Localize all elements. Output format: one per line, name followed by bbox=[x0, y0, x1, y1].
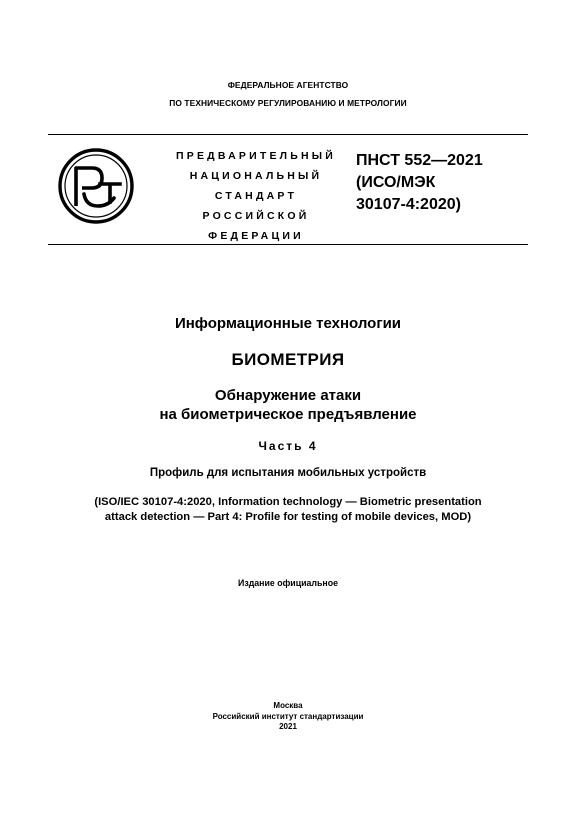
standard-type-line: ФЕДЕРАЦИИ bbox=[208, 230, 304, 242]
standard-type-line: НАЦИОНАЛЬНЫЙ bbox=[189, 170, 323, 182]
title-topic: Информационные технологии bbox=[174, 315, 402, 332]
imprint bbox=[0, 701, 576, 733]
imprint-year: 2021 bbox=[279, 722, 297, 731]
title-sub bbox=[0, 386, 576, 424]
edition-label: Издание официальное bbox=[238, 578, 338, 588]
international-title bbox=[0, 495, 576, 525]
imprint-publisher: Российский институт стандартизации bbox=[212, 711, 364, 721]
header-rule-top bbox=[48, 134, 528, 135]
international-title-line: (ISO/IEC 30107-4:2020, Information technology — Biometric presentation bbox=[94, 496, 482, 508]
standard-number bbox=[356, 150, 483, 216]
agency-name-line2: ПО ТЕХНИЧЕСКОМУ РЕГУЛИРОВАНИЮ И МЕТРОЛОГИИ bbox=[169, 98, 407, 108]
title-main: БИОМЕТРИЯ bbox=[231, 350, 345, 369]
title-sub-line: Обнаружение атаки bbox=[214, 387, 362, 404]
standard-number-line: ПНСТ 552—2021 bbox=[356, 152, 483, 169]
gost-r-logo-icon bbox=[56, 146, 136, 226]
standard-type-line: СТАНДАРТ bbox=[214, 190, 298, 202]
imprint-city: Москва bbox=[273, 701, 303, 710]
title-sub-line: на биометрическое предъявление bbox=[159, 406, 417, 423]
title-profile: Профиль для испытания мобильных устройств bbox=[149, 467, 427, 479]
header-rule-bottom bbox=[48, 244, 528, 245]
standard-type bbox=[146, 146, 366, 246]
standard-number-line: 30107-4:2020) bbox=[356, 196, 461, 213]
standard-type-line: РОССИЙСКОЙ bbox=[202, 210, 310, 222]
title-part: Часть 4 bbox=[258, 439, 318, 453]
international-title-line: attack detection — Part 4: Profile for testing of mobile devices, MOD) bbox=[104, 511, 472, 523]
standard-type-line: ПРЕДВАРИТЕЛЬНЫЙ bbox=[176, 150, 336, 162]
agency-name-line1: ФЕДЕРАЛЬНОЕ АГЕНТСТВО bbox=[227, 80, 349, 90]
standard-number-line: (ИСО/МЭК bbox=[356, 174, 436, 191]
